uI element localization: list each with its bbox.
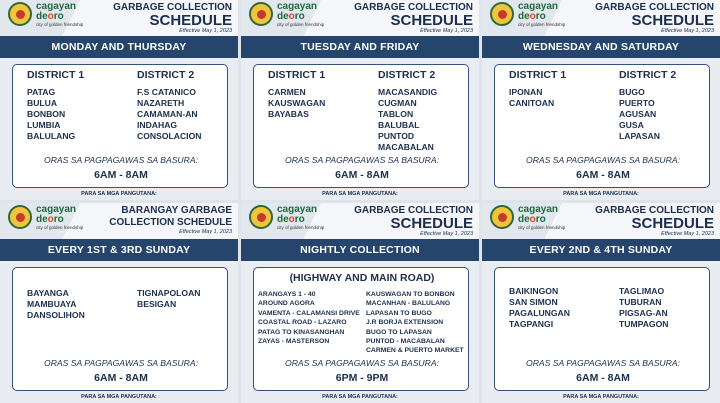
district-2-column xyxy=(619,69,676,142)
day-banner: WEDNESDAY AND SATURDAY xyxy=(482,36,720,58)
district-1-heading: DISTRICT 1 xyxy=(268,69,326,81)
district-2-heading: DISTRICT 2 xyxy=(378,69,436,81)
inquiries-label: PARA SA MGA PANGUTANA: xyxy=(322,394,398,400)
city-logo xyxy=(36,2,90,32)
seal-center-icon xyxy=(257,213,266,222)
logo-word-2a: de xyxy=(277,11,289,22)
route-item: ZAYAS - MASTERSON xyxy=(258,338,330,346)
schedule-panel xyxy=(12,64,228,188)
card-header xyxy=(0,203,238,239)
collection-hours: 6AM - 8AM xyxy=(335,169,389,181)
logo-word-2o: o xyxy=(288,11,295,22)
district-2-column xyxy=(137,69,201,142)
schedule-title xyxy=(354,205,473,238)
effective-date: Effective May 1, 2023 xyxy=(661,231,714,237)
schedule-panel xyxy=(12,267,228,391)
card-header xyxy=(241,203,479,239)
logo-word-2b: ro xyxy=(535,11,546,22)
seal-center-icon xyxy=(498,10,507,19)
collection-hours: 6PM - 9PM xyxy=(335,372,389,384)
logo-wordmark xyxy=(36,2,90,22)
barangay-item: PUERTO xyxy=(619,98,655,108)
logo-word-1: cagayan xyxy=(518,204,559,215)
schedule-panel xyxy=(253,64,469,188)
barangay-item: F.S CATANICO xyxy=(137,87,196,97)
barangay-item: AGUSAN xyxy=(619,109,657,119)
barangay-item: PATAG xyxy=(27,87,56,97)
card-header xyxy=(482,0,720,36)
barangay-column-left xyxy=(509,286,570,330)
barangay-item: TUMPAGON xyxy=(619,319,669,329)
title-line-1: GARBAGE COLLECTION xyxy=(595,2,714,13)
logo-word-1: cagayan xyxy=(277,1,318,12)
city-logo xyxy=(277,2,331,32)
effective-date: Effective May 1, 2023 xyxy=(179,28,232,34)
district-2-column xyxy=(378,69,437,153)
barangay-column-left xyxy=(27,288,85,321)
logo-word-2b: ro xyxy=(294,214,305,225)
schedule-panel xyxy=(494,64,710,188)
logo-word-1: cagayan xyxy=(36,1,77,12)
logo-wordmark xyxy=(518,2,572,22)
title-line-2: SCHEDULE xyxy=(631,215,714,232)
logo-word-2o: o xyxy=(47,11,54,22)
effective-date: Effective May 1, 2023 xyxy=(179,229,232,235)
day-banner: MONDAY AND THURSDAY xyxy=(0,36,238,58)
barangay-item: TAGLIMAO xyxy=(619,286,665,296)
barangay-item: DANSOLIHON xyxy=(27,310,85,320)
collection-hours-label: ORAS SA PAGPAGAWAS SA BASURA: xyxy=(44,358,198,368)
barangay-item: BALULANG xyxy=(27,131,76,141)
barangay-column-right xyxy=(619,286,669,330)
logo-word-2b: ro xyxy=(535,214,546,225)
route-item: KAUSWAGAN TO BONBON xyxy=(366,291,455,298)
barangay-item: NAZARETH xyxy=(137,98,185,108)
card-header xyxy=(0,0,238,36)
logo-tagline: city of golden friendship xyxy=(277,22,325,27)
title-line-1: GARBAGE COLLECTION xyxy=(113,2,232,13)
title-line-1: GARBAGE COLLECTION xyxy=(354,205,473,216)
barangay-item: IPONAN xyxy=(509,87,543,97)
barangay-item: CARMEN xyxy=(268,87,306,97)
collection-hours-label: ORAS SA PAGPAGAWAS SA BASURA: xyxy=(526,155,680,165)
collection-hours-label: ORAS SA PAGPAGAWAS SA BASURA: xyxy=(44,155,198,165)
logo-tagline: city of golden friendship xyxy=(518,225,566,230)
card-header xyxy=(482,203,720,239)
barangay-item: CUGMAN xyxy=(378,98,417,108)
inquiries-label: PARA SA MGA PANGUTANA: xyxy=(81,394,157,400)
day-banner: EVERY 1ST & 3RD SUNDAY xyxy=(0,239,238,261)
title-line-2: COLLECTION SCHEDULE xyxy=(109,217,232,228)
route-column-left xyxy=(258,290,360,346)
seal-center-icon xyxy=(16,213,25,222)
title-line-1: BARANGAY GARBAGE xyxy=(121,205,232,216)
barangay-item: CANITOAN xyxy=(509,98,555,108)
day-banner: EVERY 2ND & 4TH SUNDAY xyxy=(482,239,720,261)
route-item: AROUND AGORA xyxy=(258,300,315,308)
logo-word-2o: o xyxy=(529,214,536,225)
collection-hours: 6AM - 8AM xyxy=(94,372,148,384)
seal-center-icon xyxy=(257,10,266,19)
barangay-item: LUMBIA xyxy=(27,120,61,130)
collection-hours: 6AM - 8AM xyxy=(94,169,148,181)
city-logo xyxy=(277,205,331,235)
schedule-card xyxy=(241,203,479,403)
inquiries-label: PARA SA MGA PANGUTANA: xyxy=(81,191,157,197)
title-line-1: GARBAGE COLLECTION xyxy=(354,2,473,13)
seal-center-icon xyxy=(498,213,507,222)
schedule-title xyxy=(109,205,232,236)
logo-wordmark xyxy=(277,2,331,22)
logo-wordmark xyxy=(518,205,572,225)
city-logo xyxy=(518,2,572,32)
barangay-item: PAGALUNGAN xyxy=(509,308,570,318)
schedule-card xyxy=(241,0,479,200)
barangay-item: MAMBUAYA xyxy=(27,299,77,309)
barangay-item: GUSA xyxy=(619,120,644,130)
barangay-item: TUBURAN xyxy=(619,297,662,307)
barangay-item: MACABALAN xyxy=(378,142,434,152)
barangay-item: BAIKINGON xyxy=(509,286,559,296)
logo-tagline: city of golden friendship xyxy=(277,225,325,230)
barangay-item: PIGSAG-AN xyxy=(619,308,668,318)
logo-word-2o: o xyxy=(47,214,54,225)
schedule-card xyxy=(0,0,238,200)
title-line-2: SCHEDULE xyxy=(390,215,473,232)
city-seal-icon xyxy=(249,205,273,229)
logo-word-2b: ro xyxy=(53,11,64,22)
barangay-item: SAN SIMON xyxy=(509,297,558,307)
district-1-heading: DISTRICT 1 xyxy=(27,69,85,81)
title-line-2: SCHEDULE xyxy=(390,12,473,29)
district-2-heading: DISTRICT 2 xyxy=(137,69,195,81)
barangay-item: KAUSWAGAN xyxy=(268,98,326,108)
barangay-item: BULUA xyxy=(27,98,58,108)
logo-word-2o: o xyxy=(529,11,536,22)
title-line-2: SCHEDULE xyxy=(631,12,714,29)
collection-hours-label: ORAS SA PAGPAGAWAS SA BASURA: xyxy=(285,155,439,165)
barangay-item: BAYABAS xyxy=(268,109,309,119)
route-item: PATAG TO KINASANGHAN xyxy=(258,328,345,336)
barangay-item: INDAHAG xyxy=(137,120,178,130)
card-header xyxy=(241,0,479,36)
collection-hours-label: ORAS SA PAGPAGAWAS SA BASURA: xyxy=(526,358,680,368)
barangay-item: TABLON xyxy=(378,109,414,119)
title-line-1: GARBAGE COLLECTION xyxy=(595,205,714,216)
schedule-title xyxy=(113,2,232,35)
logo-tagline: city of golden friendship xyxy=(518,22,566,27)
effective-date: Effective May 1, 2023 xyxy=(661,28,714,34)
city-logo xyxy=(518,205,572,235)
logo-word-2a: de xyxy=(36,214,48,225)
collection-hours-label: ORAS SA PAGPAGAWAS SA BASURA: xyxy=(285,358,439,368)
route-subtitle: (HIGHWAY AND MAIN ROAD) xyxy=(289,272,435,284)
schedule-card xyxy=(0,203,238,403)
logo-word-1: cagayan xyxy=(518,1,559,12)
barangay-item: BAYANGA xyxy=(27,288,69,298)
logo-word-2a: de xyxy=(518,214,530,225)
day-banner: NIGHTLY COLLECTION xyxy=(241,239,479,261)
logo-wordmark xyxy=(277,205,331,225)
collection-hours: 6AM - 8AM xyxy=(576,372,630,384)
barangay-item: MACASANDIG xyxy=(378,87,438,97)
logo-word-1: cagayan xyxy=(36,204,77,215)
schedule-title xyxy=(595,2,714,35)
barangay-item: BALUBAL xyxy=(378,120,420,130)
effective-date: Effective May 1, 2023 xyxy=(420,231,473,237)
inquiries-label: PARA SA MGA PANGUTANA: xyxy=(563,394,639,400)
schedule-title xyxy=(595,205,714,238)
barangay-item: PUNTOD xyxy=(378,131,415,141)
day-banner: TUESDAY AND FRIDAY xyxy=(241,36,479,58)
district-1-column xyxy=(509,69,566,109)
schedule-card xyxy=(482,203,720,403)
route-item: J.R BORJA EXTENSION xyxy=(366,319,444,327)
inquiries-label: PARA SA MGA PANGUTANA: xyxy=(322,191,398,197)
route-column-right xyxy=(366,290,464,356)
logo-word-2b: ro xyxy=(294,11,305,22)
collection-hours: 6AM - 8AM xyxy=(576,169,630,181)
title-line-2: SCHEDULE xyxy=(149,12,232,29)
barangay-column-right xyxy=(137,288,201,310)
route-item: MACANHAN - BALULANG xyxy=(366,300,451,308)
city-seal-icon xyxy=(8,205,32,229)
inquiries-label: PARA SA MGA PANGUTANA: xyxy=(563,191,639,197)
city-seal-icon xyxy=(490,2,514,26)
logo-word-2b: ro xyxy=(53,214,64,225)
barangay-item: CAMAMAN-AN xyxy=(137,109,198,119)
schedule-panel xyxy=(494,267,710,391)
city-seal-icon xyxy=(490,205,514,229)
barangay-item: LAPASAN xyxy=(619,131,660,141)
logo-word-1: cagayan xyxy=(277,204,318,215)
route-item: ARANGAYS 1 - 40 xyxy=(258,291,316,298)
route-item: PUNTOD - MACABALAN xyxy=(366,338,445,346)
city-logo xyxy=(36,205,90,235)
route-item: LAPASAN TO BUGO xyxy=(366,309,432,317)
logo-tagline: city of golden friendship xyxy=(36,225,84,230)
district-1-column xyxy=(268,69,325,120)
seal-center-icon xyxy=(16,10,25,19)
district-1-column xyxy=(27,69,84,142)
route-item: CARMEN & PUERTO MARKET xyxy=(366,347,464,355)
effective-date: Effective May 1, 2023 xyxy=(420,28,473,34)
schedule-panel xyxy=(253,267,469,391)
barangay-item: CONSOLACION xyxy=(137,131,202,141)
city-seal-icon xyxy=(249,2,273,26)
schedule-title xyxy=(354,2,473,35)
logo-tagline: city of golden friendship xyxy=(36,22,84,27)
barangay-item: BESIGAN xyxy=(137,299,177,309)
logo-wordmark xyxy=(36,205,90,225)
route-item: BUGO TO LAPASAN xyxy=(366,328,432,336)
schedule-card xyxy=(482,0,720,200)
barangay-item: BUGO xyxy=(619,87,645,97)
logo-word-2a: de xyxy=(277,214,289,225)
district-1-heading: DISTRICT 1 xyxy=(509,69,567,81)
logo-word-2a: de xyxy=(36,11,48,22)
district-2-heading: DISTRICT 2 xyxy=(619,69,677,81)
route-item: VAMENTA - CALAMANSI DRIVE xyxy=(258,309,360,317)
route-item: COASTAL ROAD - LAZARO xyxy=(258,319,347,327)
logo-word-2o: o xyxy=(288,214,295,225)
city-seal-icon xyxy=(8,2,32,26)
logo-word-2a: de xyxy=(518,11,530,22)
barangay-item: TIGNAPOLOAN xyxy=(137,288,201,298)
barangay-item: TAGPANGI xyxy=(509,319,554,329)
barangay-item: BONBON xyxy=(27,109,66,119)
